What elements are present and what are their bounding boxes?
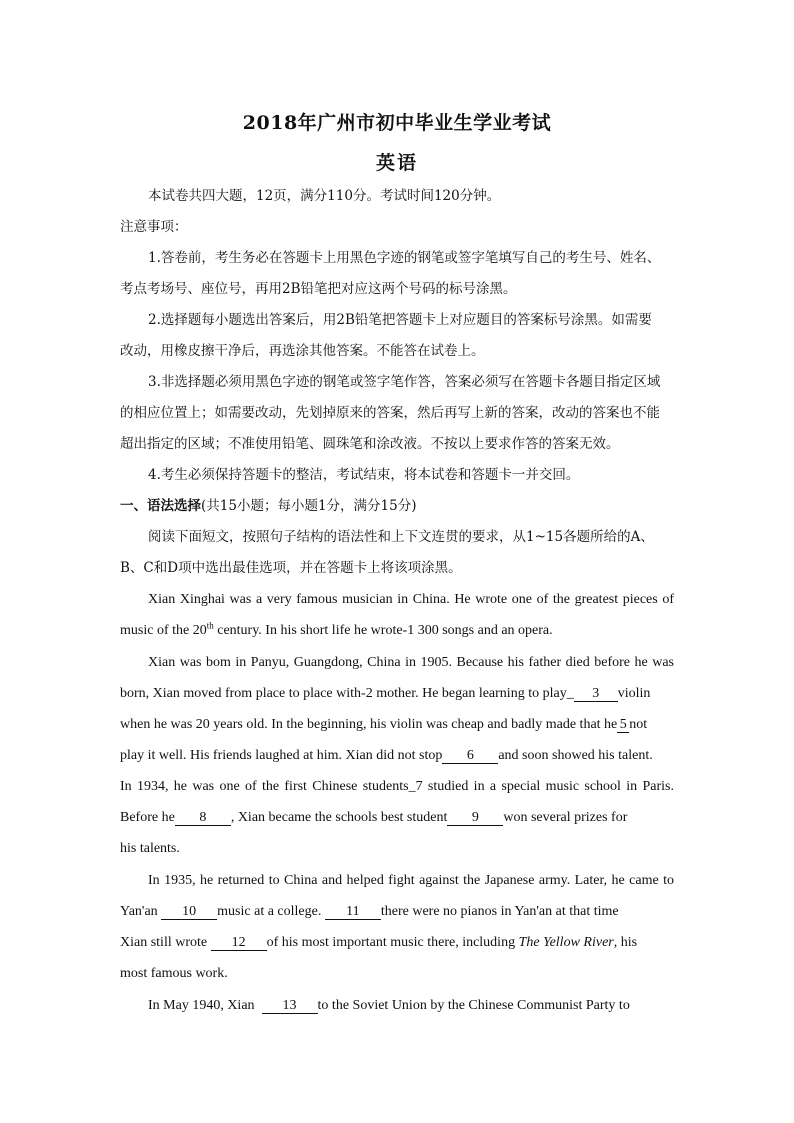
blank-13: 13 [262, 998, 318, 1014]
passage-p4-line-1 [148, 997, 630, 1015]
blank-3: 3 [574, 686, 618, 702]
blank-8: 8 [175, 810, 231, 826]
note-2-line-1: 2.选择题每小题选出答案后，用2B铅笔把答题卡上对应题目的答案标号涂黑。如需要 [148, 312, 652, 328]
passage-text: century. In his short life he wrote-1 300 songs and an opera. [213, 623, 553, 638]
passage-text: when he was 20 years old. In the beginning, his violin was cheap and badly made that he [120, 717, 618, 732]
passage-p2-line-4 [120, 747, 653, 765]
blank-12: 12 [211, 935, 267, 951]
note-2-line-2: 改动，用橡皮擦干净后，再选涂其他答案。不能答在试卷上。 [120, 343, 485, 359]
passage-p3-line-1: In 1935, he returned to China and helped fight against the Japanese army. Later, he came to [148, 873, 674, 888]
passage-p2-line-2 [120, 685, 650, 703]
passage-text: Yan'an [120, 904, 158, 919]
passage-p3-line-2 [120, 903, 619, 921]
passage-p3-line-4: most famous work. [120, 966, 228, 981]
blank-9: 9 [447, 810, 503, 826]
page-title: 2018年广州市初中毕业生学业考试 [242, 112, 552, 134]
passage-text: In May 1940, Xian [148, 998, 255, 1013]
blank-5: 5 [617, 717, 629, 733]
note-3-line-2: 的相应位置上；如需要改动，先划掉原来的答案，然后再写上新的答案，改动的答案也不能 [120, 405, 660, 421]
passage-text: Xian still wrote [120, 935, 208, 950]
passage-text: not [629, 717, 648, 732]
passage-text: born, Xian moved from place to place with-2 mother. He began learning to play_ [120, 686, 574, 701]
section-1-title: 一、语法选择 [120, 498, 201, 514]
section-1-instruction-line-1: 阅读下面短文，按照句子结构的语法性和上下文连贯的要求，从1~15各题所给的A、 [148, 529, 654, 545]
note-1-line-2: 考点考场号、座位号，再用2B铅笔把对应这两个号码的标号涂黑。 [120, 281, 517, 297]
section-1-heading [120, 497, 416, 515]
note-3-line-3: 超出指定的区域；不准使用铅笔、圆珠笔和涂改液。不按以上要求作答的答案无效。 [120, 436, 620, 452]
passage-p1-line-2 [120, 622, 553, 640]
section-1-scoring: (共15小题；每小题1分，满分15分) [201, 498, 417, 514]
blank-11: 11 [325, 904, 381, 920]
note-1-line-1: 1.答卷前，考生务必在答题卡上用黑色字迹的钢笔或签字笔填写自己的考生号、姓名、 [148, 250, 661, 266]
passage-text: music at a college. [217, 904, 322, 919]
passage-text: , Xian became the schools best student [230, 810, 448, 825]
passage-text: music of the 20 [120, 623, 207, 638]
passage-p2-line-1: Xian was bom in Panyu, Guangdong, China in 1905. Because his father died before he was [148, 655, 674, 670]
notes-heading: 注意事项： [120, 219, 188, 235]
passage-p3-line-3 [120, 934, 637, 952]
subject-title: 英语 [375, 152, 418, 174]
blank-6: 6 [442, 748, 498, 764]
passage-text: Before he [120, 810, 175, 825]
passage-p1-line-1: Xian Xinghai was a very famous musician in China. He wrote one of the greatest pieces of [148, 592, 674, 607]
work-title-italic: The Yellow River [518, 935, 614, 950]
passage-p2-line-3 [120, 716, 647, 734]
note-3-line-1: 3.非选择题必须用黑色字迹的钢笔或签字笔作答，答案必须写在答题卡各题目指定区域 [148, 374, 661, 390]
passage-p2-line-5: In 1934, he was one of the first Chinese students_7 studied in a special music school in Paris. [120, 779, 674, 794]
passage-text: there were no pianos in Yan'an at that time [380, 904, 619, 919]
blank-10: 10 [161, 904, 217, 920]
passage-text: won several prizes for [503, 810, 628, 825]
passage-text: and soon showed his talent. [498, 748, 653, 763]
passage-text: to the Soviet Union by the Chinese Communist Party to [317, 998, 630, 1013]
passage-text: of his most important music there, including [266, 935, 519, 950]
passage-p2-line-6 [120, 809, 627, 827]
section-1-instruction-line-2: B、C和D项中选出最佳选项，并在答题卡上将该项涂黑。 [120, 560, 462, 576]
passage-text: violin [617, 686, 651, 701]
passage-p2-line-7: his talents. [120, 841, 180, 856]
exam-summary: 本试卷共四大题，12页，满分110分。考试时间120分钟。 [148, 188, 501, 204]
passage-text: , his [613, 935, 638, 950]
note-4-line-1: 4.考生必须保持答题卡的整洁，考试结束，将本试卷和答题卡一并交回。 [148, 467, 580, 483]
superscript-th: th [206, 620, 214, 631]
passage-text: play it well. His friends laughed at him. Xian did not stop [120, 748, 443, 763]
